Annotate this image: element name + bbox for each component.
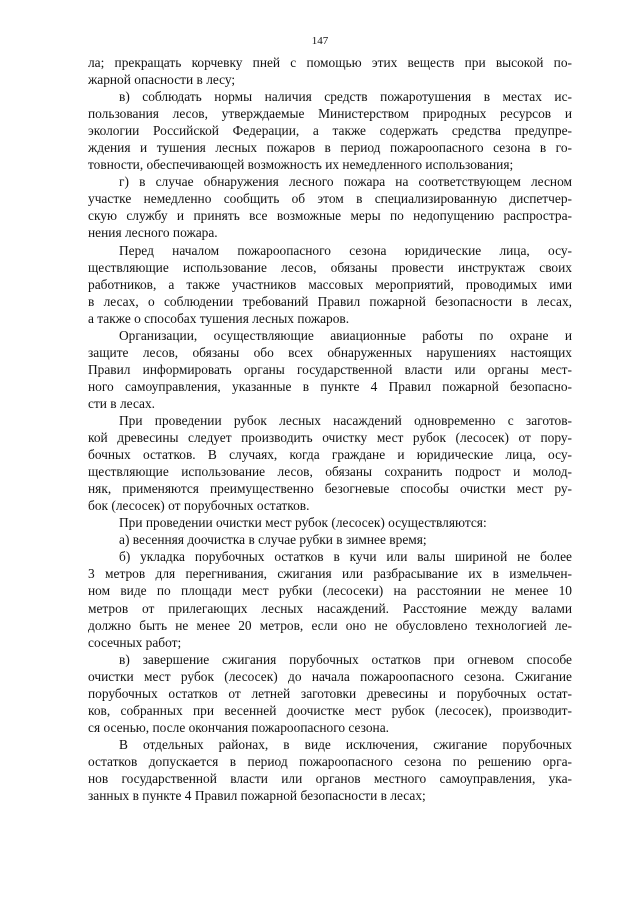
text-line: ков, собранных при весенней доочистке мест рубок (лесосек), производит- [88,702,572,718]
text-line: а также о способах тушения лесных пожаров. [88,310,350,326]
text-line: Перед началом пожароопасного сезона юридические лица, осу- [119,242,572,258]
text-line: ном виде по площади мест рубки (лесосеки) на расстоянии не менее 10 [88,583,572,599]
text-line: должно быть не менее 20 метров, если оно не обусловлено технологией ле- [88,617,572,633]
text-line: 3 метров для перегнивания, сжигания или разбрасывание их в измельчен- [88,566,572,582]
text-line: в) соблюдать нормы наличия средств пожаротушения в местах ис- [119,89,572,105]
text-line: товности, обеспечивающей возможность их немедленного использования; [88,157,514,173]
text-line: в) завершение сжигания порубочных остатков при огневом способе [119,651,572,667]
text-line: защите лесов, обязаны обо всех обнаруженных нарушениях настоящих [88,344,572,360]
text-line: ла; прекращать корчевку пней с помощью этих веществ при высокой по- [88,55,572,70]
text-line: Организации, осуществляющие авиационные работы по охране и [119,327,572,343]
text-line: б) укладка порубочных остатков в кучи или валы шириной не более [119,549,572,565]
text-line: очистки мест рубок (лесосек) до начала пожароопасного сезона. Сжигание [88,668,572,684]
text-line: При проведении рубок лесных насаждений одновременно с заготов- [119,412,572,428]
text-line: сосечных работ; [88,634,182,650]
text-line: остатков допускается в период пожароопасного сезона по решению орга- [88,753,572,769]
text-line: ществляющие использование лесов, обязаны провести инструктаж своих [88,259,572,275]
text-line: ществляющие использование лесов, обязаны сохранить подрост и молод- [88,464,572,480]
text-line: пользования лесов, утверждаемые Министерством природных ресурсов и [88,106,572,122]
text-line: При проведении очистки мест рубок (лесосек) осуществляются: [119,515,487,531]
text-line: сти в лесах. [88,395,156,411]
text-line: ного самоуправления, указанные в пункте 4 Правил пожарной безопасно- [88,378,572,394]
text-line: бок (лесосек) от порубочных остатков. [88,498,310,514]
text-line: экологии Российской Федерации, а также содержать средства предупре- [88,123,572,139]
text-line: занных в пункте 4 Правил пожарной безопасности в лесах; [88,788,426,804]
text-line: Правил информировать органы государственной власти или органы мест- [88,361,572,377]
text-line: ся осенью, после окончания пожароопасного сезона. [88,719,390,735]
text-line: нения лесного пожара. [88,225,218,241]
text-line: метров от прилегающих лесных насаждений. Расстояние между валами [88,600,572,616]
text-line: няк, применяются преимущественно безогневые способы очистки мест ру- [88,481,572,497]
text-line: в лесах, о соблюдении требований Правил пожарной безопасности в лесах, [88,293,572,309]
text-line: ждения и тушения лесных пожаров в период пожароопасного сезона в го- [88,140,572,156]
text-line: жарной опасности в лесу; [88,72,236,88]
text-line: бочных остатков. В случаях, когда граждане и юридические лица, осу- [88,447,572,463]
text-line: а) весенняя доочистка в случае рубки в зимнее время; [119,532,427,548]
text-line: В отдельных районах, в виде исключения, сжигание порубочных [119,736,572,752]
page-number: 147 [311,35,329,47]
body-text [88,54,572,804]
text-line: скую службу и принять все возможные меры по недопущению распростра- [88,208,572,224]
text-line: нов государственной власти или органов местного самоуправления, ука- [88,770,572,786]
text-line: порубочных остатков от летней заготовки древесины и порубочных остат- [88,685,572,701]
text-line: кой древесины следует производить очистку мест рубок (лесосек) от пору- [88,430,572,446]
text-line: участке немедленно сообщить об этом в специализированную диспетчер- [88,191,572,207]
text-line: г) в случае обнаружения лесного пожара на соответствующем лесном [119,174,572,190]
text-line: работников, а также участников массовых мероприятий, проводимых ими [88,276,572,292]
